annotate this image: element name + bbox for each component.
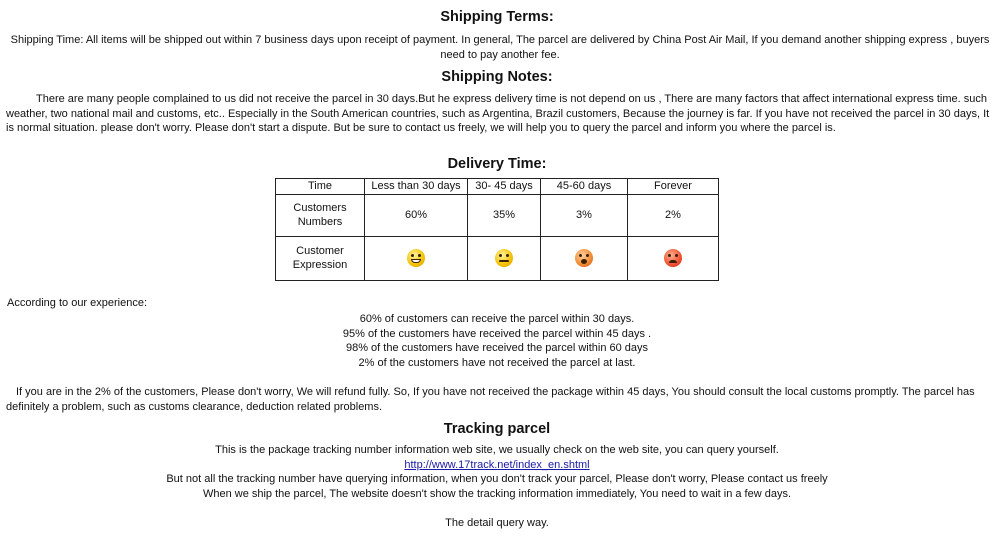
experience-line: 95% of the customers have received the parcel within 45 days . bbox=[342, 327, 652, 340]
cell-expression bbox=[468, 236, 541, 280]
cell-expression bbox=[628, 236, 719, 280]
header-cell-time: Time bbox=[276, 179, 365, 195]
delivery-time-title: Delivery Time: bbox=[447, 156, 547, 172]
experience-line: 98% of the customers have received the parcel within 60 days bbox=[345, 342, 649, 355]
experience-label: According to our experience: bbox=[7, 297, 148, 309]
cell-percent: 35% bbox=[468, 194, 541, 236]
refund-text: If you are in the 2% of the customers, Please don't worry, We will refund fully. So, If you have not received the package within 45 days, You should consult the local customs promptly. The parcel has definitely a problem, such as customs clearance, deduction related problems. bbox=[6, 386, 975, 413]
header-cell-30-45: 30- 45 days bbox=[468, 179, 541, 195]
tracking-line: When we ship the parcel, The website doesn't show the tracking information immediately, You need to wait in a few days. bbox=[202, 487, 792, 500]
row-label-numbers: Customers Numbers bbox=[276, 194, 365, 236]
happy-face-icon bbox=[407, 249, 425, 267]
tracking-title: Tracking parcel bbox=[443, 421, 551, 437]
cell-percent: 60% bbox=[365, 194, 468, 236]
cell-percent: 3% bbox=[541, 194, 628, 236]
shocked-face-icon bbox=[575, 249, 593, 267]
detail-query-way: The detail query way. bbox=[445, 517, 549, 529]
row-label-expression: Customer Expression bbox=[276, 236, 365, 280]
experience-line: 60% of customers can receive the parcel within 30 days. bbox=[359, 313, 635, 325]
delivery-time-table bbox=[275, 178, 719, 281]
cell-expression bbox=[541, 236, 628, 280]
cell-expression bbox=[365, 236, 468, 280]
wink-face-icon bbox=[495, 249, 513, 267]
header-cell-30: Less than 30 days bbox=[365, 179, 468, 195]
tracking-line: But not all the tracking number have querying information, when you don't track your parcel, Please don't worry, Please contact us freely bbox=[166, 473, 828, 486]
table-header-row bbox=[276, 179, 719, 195]
shipping-notes-text: There are many people complained to us did not receive the parcel in 30 days.But he express delivery time is not depend on us , There are many factors that affect international express time. such weather, two national mail and customs, etc.. Especially in the South American countries, such as Argentina, Brazil customers, Because the journey is far. If you have not received the parcel in 30 days, It is normal situation. please don't worry. Please don't start a dispute. But be sure to contact us freely, we will help you to query the parcel and inform you where the parcel is. bbox=[6, 93, 990, 135]
angry-face-icon bbox=[664, 249, 682, 267]
tracking-line: This is the package tracking number information web site, we usually check on the web site, you can query yourself. bbox=[215, 444, 779, 456]
experience-list bbox=[0, 312, 994, 370]
experience-line: 2% of the customers have not received the parcel at last. bbox=[358, 356, 636, 369]
header-cell-forever: Forever bbox=[628, 179, 719, 195]
shipping-terms-text: Shipping Time: All items will be shipped out within 7 business days upon receipt of payment. In general, The parcel are delivered by China Post Air Mail, If you demand another shipping express , buyers need to pay another fee. bbox=[10, 34, 990, 61]
table-row bbox=[276, 236, 719, 280]
shipping-terms-title: Shipping Terms: bbox=[440, 9, 554, 25]
header-cell-45-60: 45-60 days bbox=[541, 179, 628, 195]
tracking-info bbox=[0, 443, 994, 501]
table-row bbox=[276, 194, 719, 236]
tracking-link[interactable]: http://www.17track.net/index_en.shtml bbox=[404, 458, 590, 471]
shipping-notes-title: Shipping Notes: bbox=[441, 69, 553, 85]
cell-percent: 2% bbox=[628, 194, 719, 236]
